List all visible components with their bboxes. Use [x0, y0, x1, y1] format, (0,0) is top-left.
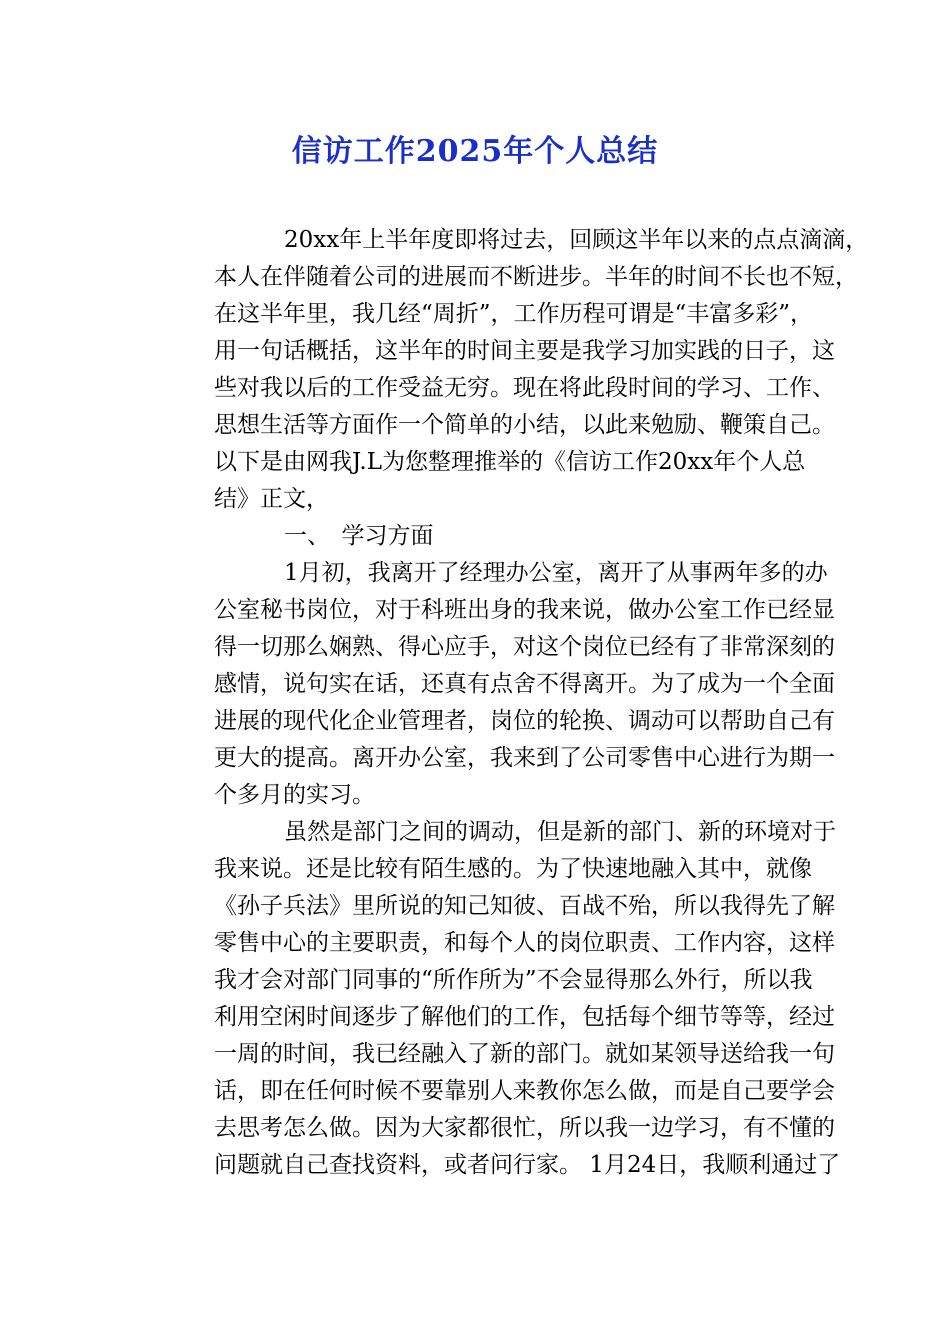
paragraph-new-department — [144, 814, 841, 1184]
text-line: 得一切那么娴熟、得心应手，对这个岗位已经有了非常深刻的 — [214, 634, 835, 660]
text-line: 我来说。还是比较有陌生感的。为了快速地融入其中，就像 — [214, 856, 812, 882]
text-line: 1月初，我离开了经理办公室，离开了从事两年多的办 — [284, 560, 828, 586]
text-line: 在这半年里，我几经“周折”，工作历程可谓是“丰富多彩”， — [214, 301, 814, 327]
text-line: 感情，说句实在话，还真有点舍不得离开。为了成为一个全面 — [214, 671, 835, 697]
text-line: 虽然是部门之间的调动，但是新的部门、新的环境对于 — [284, 819, 836, 845]
section-heading: 一、 学习方面 — [284, 523, 434, 549]
text-line: 进展的现代化企业管理者，岗位的轮换、调动可以帮助自己有 — [214, 708, 835, 734]
text-line: 本人在伴随着公司的进展而不断进步。半年的时间不长也不短， — [214, 264, 858, 290]
text-line: 一周的时间，我已经融入了新的部门。就如某领导送给我一句 — [214, 1041, 835, 1067]
text-line: 结》正文， — [214, 486, 329, 512]
text-line: 问题就自己查找资料，或者问行家。 1月24日，我顺利通过了 — [214, 1152, 841, 1178]
paragraph-intro — [144, 222, 869, 518]
text-line: 以下是由网我J.L为您整理推举的《信访工作20xx年个人总 — [214, 449, 806, 475]
text-line: 《孙子兵法》里所说的知己知彼、百战不殆，所以我得先了解 — [214, 893, 835, 919]
text-line: 话，即在任何时候不要靠别人来教你怎么做，而是自己要学会 — [214, 1078, 835, 1104]
text-line: 思想生活等方面作一个简单的小结，以此来勉励、鞭策自己。 — [214, 412, 835, 438]
text-line: 个多月的实习。 — [214, 782, 375, 808]
text-line: 更大的提高。离开办公室，我来到了公司零售中心进行为期一 — [214, 745, 835, 771]
text-line: 零售中心的主要职责，和每个人的岗位职责、工作内容，这样 — [214, 930, 835, 956]
text-line: 些对我以后的工作受益无穷。现在将此段时间的学习、工作、 — [214, 375, 835, 401]
text-line: 20xx年上半年度即将过去，回顾这半年以来的点点滴滴， — [284, 227, 869, 253]
section-heading-study — [144, 518, 808, 555]
text-line: 利用空闲时间逐步了解他们的工作，包括每个细节等等，经过 — [214, 1004, 835, 1030]
text-line: 我才会对部门同事的“所作所为”不会显得那么外行，所以我 — [214, 967, 813, 993]
paragraph-transfer — [144, 555, 835, 814]
text-line: 用一句话概括，这半年的时间主要是我学习加实践的日子，这 — [214, 338, 835, 364]
document-title: 信访工作2025年个人总结 — [291, 134, 659, 169]
document-body — [144, 222, 869, 1184]
text-line: 公室秘书岗位，对于科班出身的我来说，做办公室工作已经显 — [214, 597, 835, 623]
text-line: 去思考怎么做。因为大家都很忙，所以我一边学习，有不懂的 — [214, 1115, 835, 1141]
